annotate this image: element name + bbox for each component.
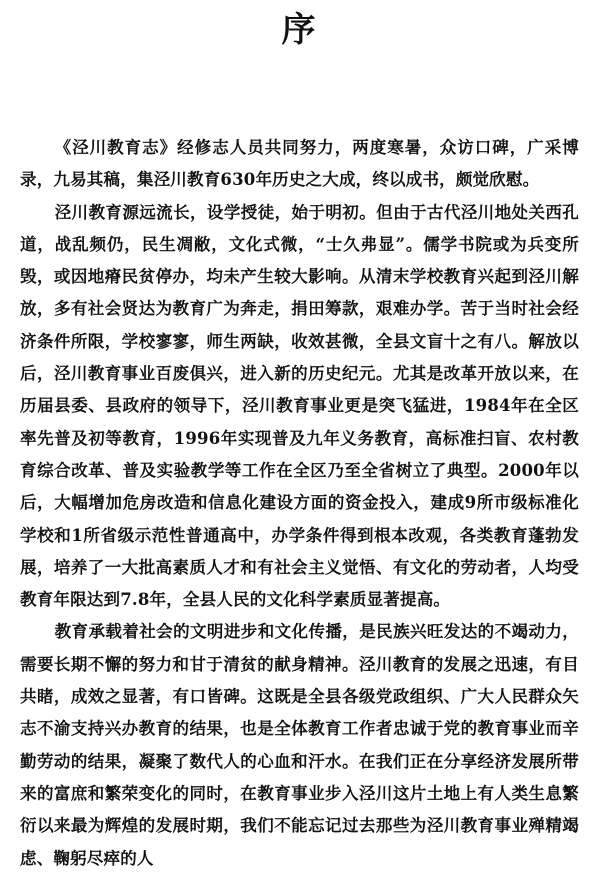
document-body — [20, 132, 579, 875]
paragraph-2: 泾川教育源远流长，设学授徒，始于明初。但由于古代泾川地处关西孔道，战乱频仍，民生凋敝，文化式微，“士久弗显”。儒学书院或为兵变所毁，或因地瘠民贫停办，均未产生较大影响。从清末学校教育兴起到泾川解放，多有社会贤达为教育广为奔走，捐田筹款，艰难办学。苦于当时社会经济条件所限，学校寥寥，师生两缺，收效甚微，全县文盲十之有八。解放以后，泾川教育事业百废俱兴，进入新的历史纪元。尤其是改革开放以来，在历届县委、县政府的领导下，泾川教育事业更是突飞猛进，1984年在全区率先普及初等教育，1996年实现普及九年义务教育，高标准扫盲、农村教育综合改革、普及实验教学等工作在全区乃至全省树立了典型。2000年以后，大幅增加危房改造和信息化建设方面的资金投入，建成9所市级标准化学校和1所省级示范性普通高中，办学条件得到根本改观，各类教育蓬勃发展，培养了一大批高素质人才和有社会主义觉悟、有文化的劳动者，人均受教育年限达到7.8年，全县人民的文化科学素质显著提高。 — [20, 202, 579, 610]
page-title: 序 — [281, 10, 318, 50]
paragraph-1: 《泾川教育志》经修志人员共同努力，两度寒暑，众访口碑，广采博录，九易其稿，集泾川教育630年历史之大成，终以成书，颇觉欣慰。 — [20, 138, 579, 190]
paragraph-3: 教育承载着社会的文明进步和文化传播，是民族兴旺发达的不竭动力，需要长期不懈的努力和甘于清贫的献身精神。泾川教育的发展之迅速，有目共睹，成效之显著，有口皆碑。这既是全县各级党政组织、广大人民群众矢志不渝支持兴办教育的结果，也是全体教育工作者忠诚于党的教育事业而辛勤劳动的结果，凝聚了数代人的心血和汗水。在我们正在分享经济发展所带来的富庶和繁荣变化的同时，在教育事业步入泾川这片土地上有人类生息繁衍以来最为辉煌的发展时期，我们不能忘记过去那些为泾川教育事业殚精竭虑、鞠躬尽瘁的人 — [20, 622, 579, 868]
